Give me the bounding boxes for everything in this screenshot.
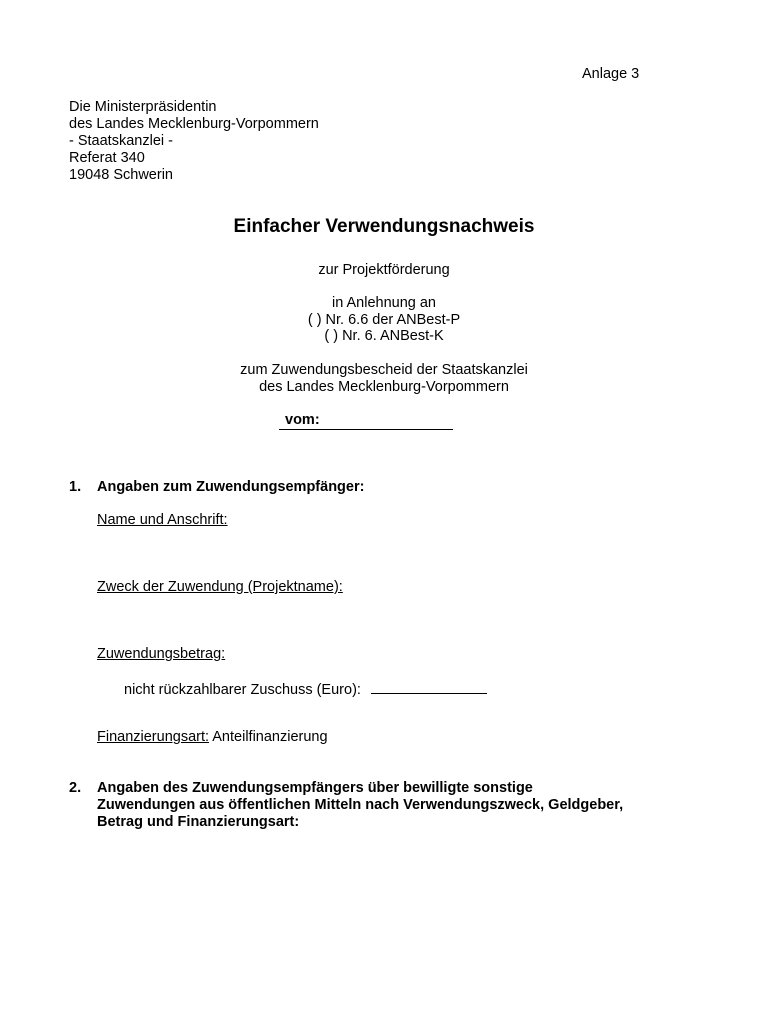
- section-number: 2.: [69, 780, 82, 796]
- checkbox-option-anbest-k[interactable]: ( ) Nr. 6. ANBest-K: [324, 328, 444, 344]
- name-address-label: Name und Anschrift:: [97, 512, 228, 528]
- subtitle-line: zur Projektförderung: [318, 262, 450, 278]
- address-line: Referat 340: [69, 150, 145, 166]
- address-line: 19048 Schwerin: [69, 167, 173, 183]
- purpose-label: Zweck der Zuwendung (Projektname):: [97, 579, 343, 595]
- address-line: - Staatskanzlei -: [69, 133, 173, 149]
- financing-value: Anteilfinanzierung: [212, 729, 328, 745]
- subtitle-line: in Anlehnung an: [331, 295, 436, 311]
- subtitle-line: zum Zuwendungsbescheid der Staatskanzlei: [240, 362, 528, 378]
- grant-row: [124, 679, 487, 699]
- document-title: Einfacher Verwendungsnachweis: [233, 216, 535, 237]
- section-number: 1.: [69, 479, 82, 495]
- section-heading: Zuwendungen aus öffentlichen Mitteln nach Verwendungszweck, Geldgeber,: [97, 797, 624, 813]
- financing-label: Finanzierungsart:: [97, 729, 210, 745]
- vom-label: vom:: [285, 412, 320, 428]
- vom-date-field[interactable]: [279, 411, 453, 430]
- amount-label: Zuwendungsbetrag:: [97, 646, 226, 662]
- address-line: des Landes Mecklenburg-Vorpommern: [69, 116, 319, 132]
- address-line: Die Ministerpräsidentin: [69, 99, 217, 115]
- annex-label: Anlage 3: [582, 66, 640, 82]
- financing-row: [97, 729, 328, 746]
- grant-amount-field[interactable]: [371, 679, 487, 694]
- section-heading: Angaben zum Zuwendungsempfänger:: [97, 479, 365, 495]
- grant-label: nicht rückzahlbarer Zuschuss (Euro):: [124, 682, 361, 698]
- checkbox-option-anbest-p[interactable]: ( ) Nr. 6.6 der ANBest-P: [307, 312, 461, 328]
- section-heading: Angaben des Zuwendungsempfängers über bewilligte sonstige: [97, 780, 533, 796]
- section-heading: Betrag und Finanzierungsart:: [97, 814, 300, 830]
- subtitle-line: des Landes Mecklenburg-Vorpommern: [259, 379, 509, 395]
